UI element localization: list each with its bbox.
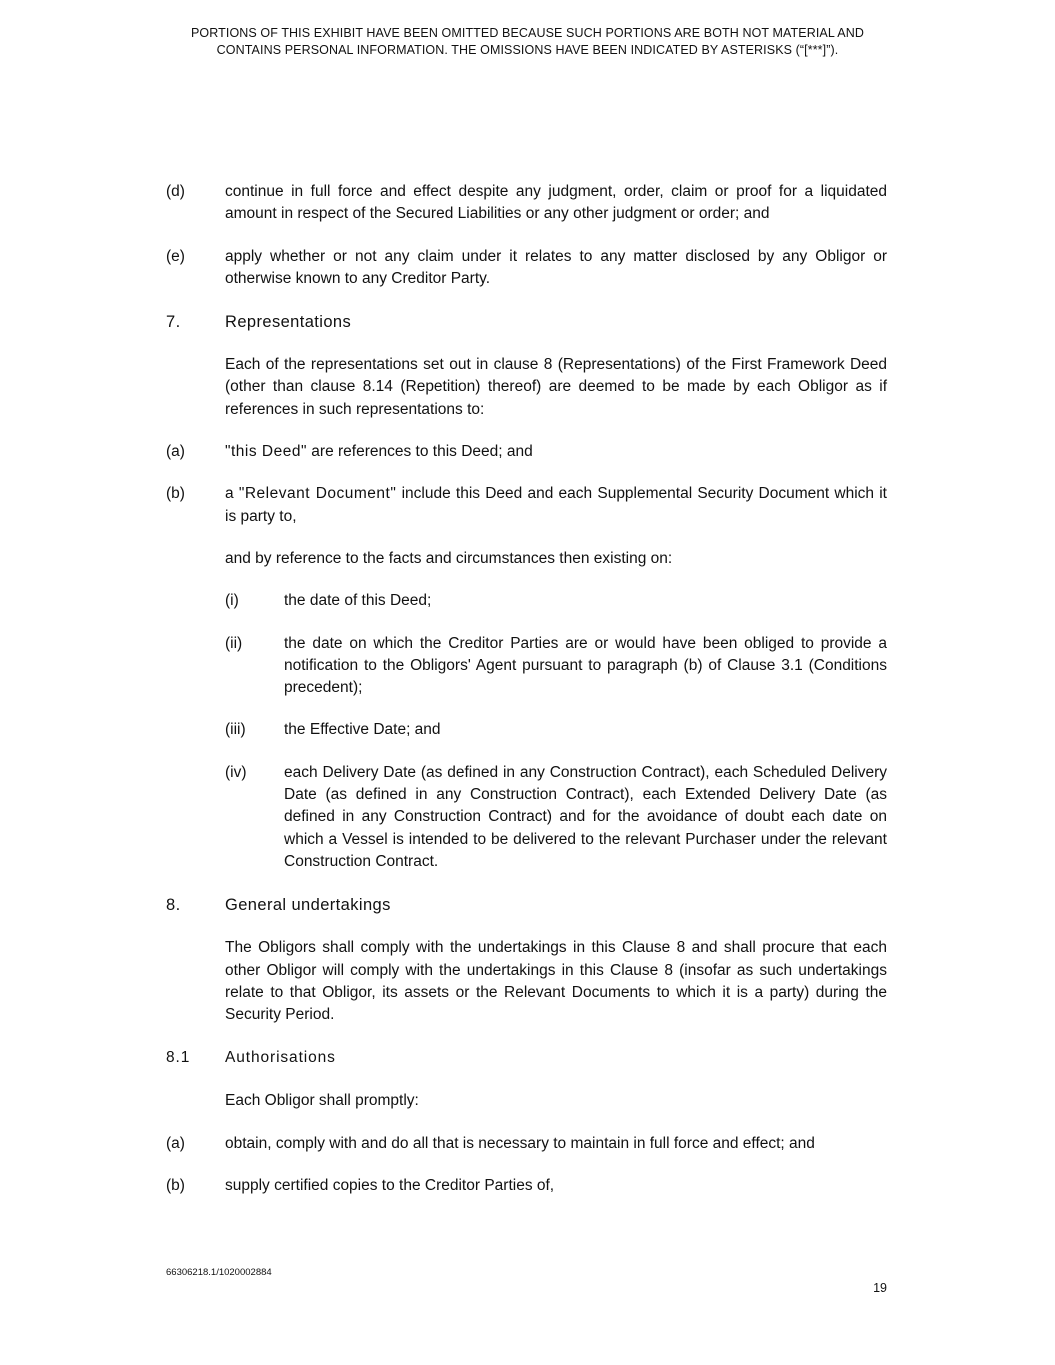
list-marker: (iii) bbox=[225, 721, 246, 739]
list-item-text: apply whether or not any claim under it relates to any matter disclosed by any Obligor or otherwise known to any Creditor Party. bbox=[225, 247, 887, 287]
section-number: 8.1 bbox=[166, 1049, 191, 1067]
list-marker: (a) bbox=[166, 1134, 185, 1152]
section-7-continuation: and by reference to the facts and circumstances then existing on: bbox=[225, 549, 673, 567]
section-8-1-item-b bbox=[166, 1175, 887, 1197]
section-7-intro: Each of the representations set out in clause 8 (Representations) of the First Framework Deed (other than clause 8.14 (Repetition) thereof) are deemed to be made by each Obligor as if references in such representations to: bbox=[225, 356, 887, 418]
section-7-heading bbox=[166, 310, 887, 334]
section-8-1-intro: Each Obligor shall promptly: bbox=[225, 1092, 419, 1110]
omission-notice-line-1: PORTIONS OF THIS EXHIBIT HAVE BEEN OMITTED BECAUSE SUCH PORTIONS ARE BOTH NOT MATERIAL AND bbox=[190, 26, 864, 40]
section-7-item-a bbox=[166, 441, 887, 463]
document-body bbox=[166, 181, 887, 1217]
list-item-text: each Delivery Date (as defined in any Construction Contract), each Scheduled Delivery Date (as defined in any Construction Contract), each Extended Delivery Date (as defined in any Construction Contract) and for the avoidance of doubt each date on which a Vessel is intended to be delivered to the relevant Purchaser under the relevant Construction Contract. bbox=[284, 763, 887, 870]
defined-term: "Relevant Document" bbox=[238, 485, 397, 503]
list-item-e bbox=[166, 246, 887, 291]
list-item-text: the date of this Deed; bbox=[284, 592, 432, 610]
list-item-d bbox=[166, 181, 887, 226]
section-title: General undertakings bbox=[225, 896, 391, 915]
omission-notice-line-2: CONTAINS PERSONAL INFORMATION. THE OMISSIONS HAVE BEEN INDICATED BY ASTERISKS (“[***]”). bbox=[216, 43, 839, 57]
list-item-text: are references to this Deed; and bbox=[307, 443, 533, 461]
section-title: Representations bbox=[225, 313, 352, 332]
list-item-text: supply certified copies to the Creditor Parties of, bbox=[225, 1177, 555, 1195]
list-marker: (i) bbox=[225, 592, 239, 610]
omission-notice bbox=[140, 25, 915, 59]
defined-term: "this Deed" bbox=[225, 443, 307, 461]
section-8-1-item-a bbox=[166, 1133, 887, 1155]
section-8-intro: The Obligors shall comply with the undertakings in this Clause 8 and shall procure that each other Obligor will comply with the undertakings in this Clause 8 (insofar as such undertakings relate to that Obligor, its assets or the Relevant Documents to which it is a party) during the Security Period. bbox=[225, 939, 887, 1024]
section-8-heading bbox=[166, 893, 887, 917]
list-marker: (ii) bbox=[225, 634, 243, 652]
section-7-sub-ii bbox=[166, 633, 887, 700]
list-item-text: the date on which the Creditor Parties are or would have been obliged to provide a notification to the Obligors' Agent pursuant to paragraph (b) of Clause 3.1 (Conditions precedent); bbox=[284, 634, 887, 697]
list-item-text: the Effective Date; and bbox=[284, 721, 441, 739]
section-number: 8. bbox=[166, 896, 181, 915]
page-number: 19 bbox=[873, 1281, 887, 1295]
section-number: 7. bbox=[166, 313, 181, 332]
section-7-sub-iii bbox=[166, 719, 887, 741]
document-reference: 66306218.1/1020002884 bbox=[166, 1267, 272, 1278]
section-title: Authorisations bbox=[225, 1049, 336, 1067]
list-marker: (e) bbox=[166, 247, 185, 265]
list-marker: (d) bbox=[166, 183, 185, 200]
list-marker: (a) bbox=[166, 443, 185, 461]
section-7-sub-iv bbox=[166, 762, 887, 873]
list-item-text: continue in full force and effect despite any judgment, order, claim or proof for a liquidated amount in respect of the Secured Liabilities or any other judgment or order; and bbox=[225, 183, 887, 223]
list-marker: (b) bbox=[166, 485, 185, 503]
list-marker: (b) bbox=[166, 1177, 185, 1195]
section-7-item-b bbox=[166, 483, 887, 528]
list-item-text: include this Deed and each Supplemental Security Document which it is party to, bbox=[225, 485, 887, 525]
list-marker: (iv) bbox=[225, 763, 247, 781]
section-8-1-heading bbox=[166, 1046, 887, 1070]
list-item-prefix: a bbox=[225, 485, 239, 503]
list-item-text: obtain, comply with and do all that is necessary to maintain in full force and effect; and bbox=[225, 1134, 815, 1152]
section-7-sub-i bbox=[166, 590, 887, 612]
